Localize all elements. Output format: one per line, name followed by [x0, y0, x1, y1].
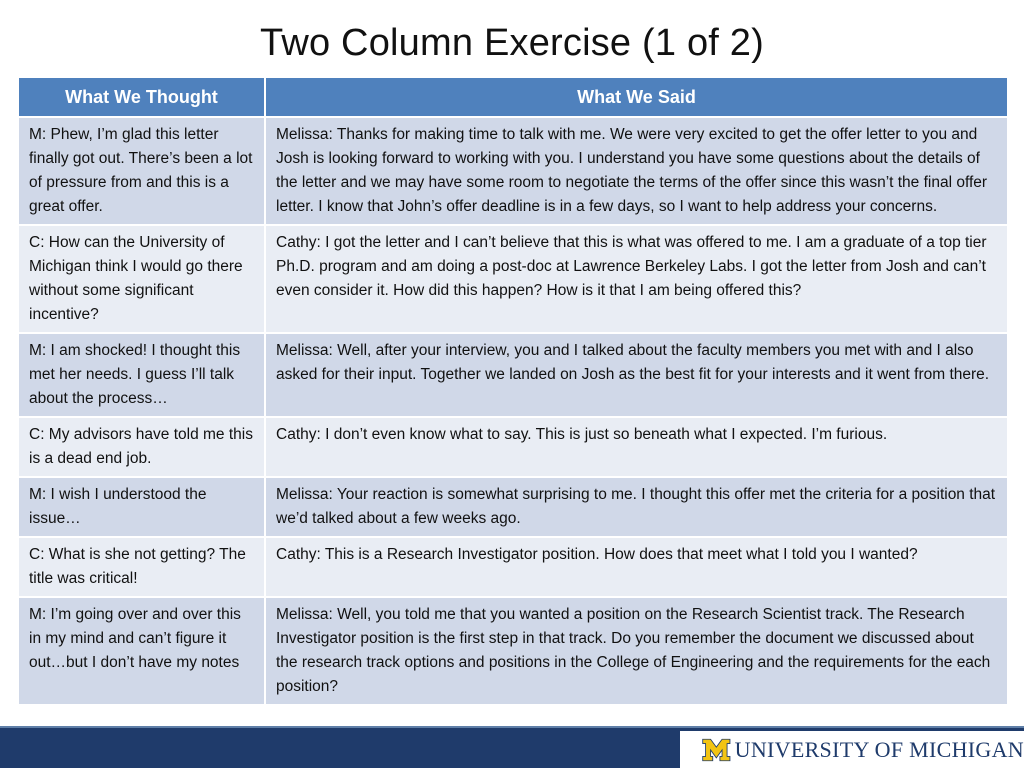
table-row	[18, 333, 1008, 417]
table-row	[18, 225, 1008, 333]
table-row	[18, 537, 1008, 597]
table-row	[18, 117, 1008, 225]
two-column-table	[17, 76, 1009, 706]
said-cell: Cathy: This is a Research Investigator position. How does that meet what I told you I wanted?	[265, 537, 1008, 597]
table-header-row	[18, 77, 1008, 117]
table-row	[18, 477, 1008, 537]
thought-cell: M: I wish I understood the issue…	[18, 477, 265, 537]
thought-cell: C: What is she not getting? The title was critical!	[18, 537, 265, 597]
thought-cell: M: I am shocked! I thought this met her needs. I guess I’ll talk about the process…	[18, 333, 265, 417]
said-cell: Melissa: Well, after your interview, you and I talked about the faculty members you met with and I also asked for their input. Together we landed on Josh as the best fit for your interests and it went from there.	[265, 333, 1008, 417]
table-row	[18, 597, 1008, 705]
slide-title: Two Column Exercise (1 of 2)	[260, 22, 764, 64]
said-cell: Melissa: Thanks for making time to talk with me. We were very excited to get the offer letter to you and Josh is looking forward to working with you. I understand you have some questions about the details of the letter and we may have some room to negotiate the terms of the offer since this wasn’t the final offer letter. I know that John’s offer deadline is in a few days, so I want to help address your concerns.	[265, 117, 1008, 225]
thought-cell: M: I’m going over and over this in my mind and can’t figure it out…but I don’t have my notes	[18, 597, 265, 705]
thought-cell: C: How can the University of Michigan think I would go there without some significant incentive?	[18, 225, 265, 333]
university-logo	[680, 731, 1024, 768]
said-cell: Melissa: Well, you told me that you wanted a position on the Research Scientist track. The Research Investigator position is the first step in that track. Do you remember the document we discussed about the research track options and positions in the College of Engineering and the requirements for the each position?	[265, 597, 1008, 705]
said-cell: Cathy: I don’t even know what to say. This is just so beneath what I expected. I’m furious.	[265, 417, 1008, 477]
said-cell: Melissa: Your reaction is somewhat surprising to me. I thought this offer met the criteria for a position that we’d talked about a few weeks ago.	[265, 477, 1008, 537]
said-cell: Cathy: I got the letter and I can’t believe that this is what was offered to me. I am a graduate of a top tier Ph.D. program and am doing a post-doc at Lawrence Berkeley Labs. I got the letter from Josh and can’t even consider it. How did this happen? How is it that I am being offered this?	[265, 225, 1008, 333]
table-row	[18, 417, 1008, 477]
thought-cell: C: My advisors have told me this is a dead end job.	[18, 417, 265, 477]
block-m-logo-icon	[702, 734, 731, 766]
university-name: UNIVERSITY OF MICHIGAN	[734, 736, 1024, 762]
header-what-we-said: What We Said	[265, 77, 1008, 117]
header-what-we-thought: What We Thought	[18, 77, 265, 117]
thought-cell: M: Phew, I’m glad this letter finally got out. There’s been a lot of pressure from and this is a great offer.	[18, 117, 265, 225]
